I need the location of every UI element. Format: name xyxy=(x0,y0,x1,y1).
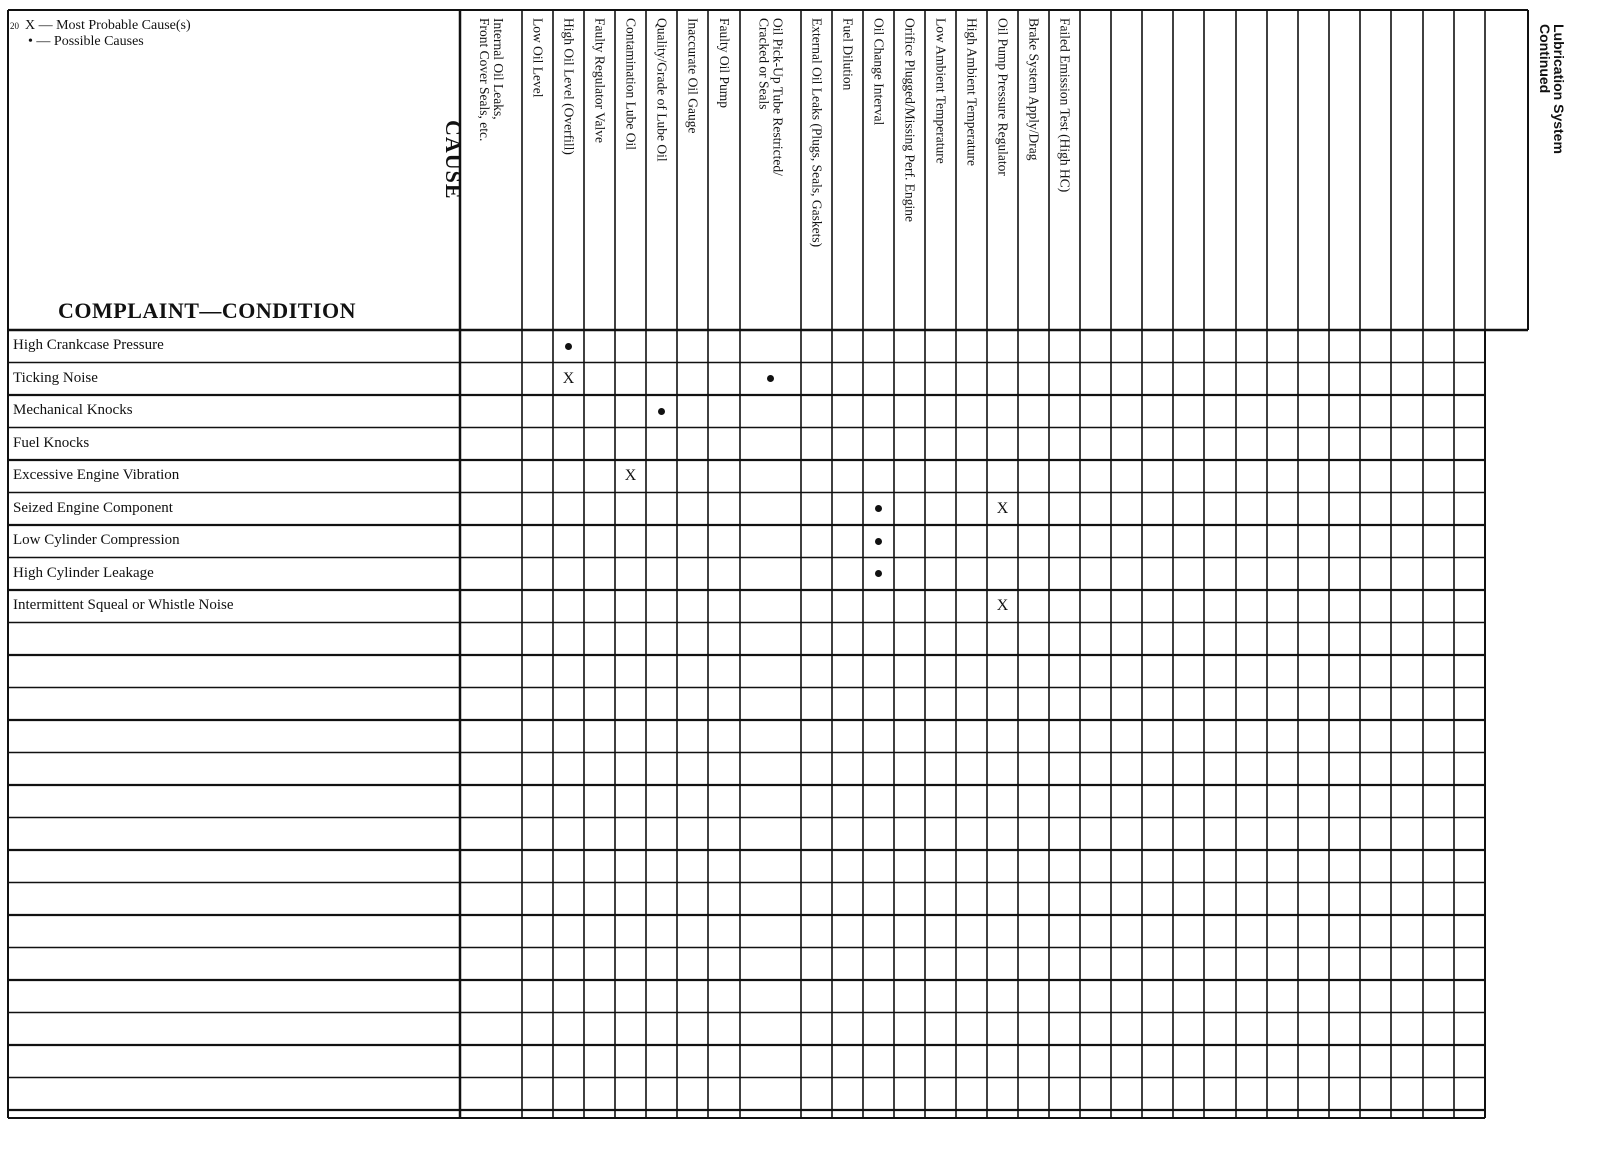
cause-header: Quality/Grade of Lube Oil xyxy=(654,18,670,162)
complaint-row-label: Fuel Knocks xyxy=(13,434,90,451)
cause-header: Low Ambient Temperature xyxy=(933,18,949,164)
complaint-row-label: Mechanical Knocks xyxy=(13,402,133,418)
most-probable-cause-x: X xyxy=(562,369,575,387)
complaint-row-label: Ticking Noise xyxy=(13,369,98,386)
cause-header: High Ambient Temperature xyxy=(964,18,980,167)
complaint-condition-heading: COMPLAINT—CONDITION xyxy=(58,298,356,323)
complaint-row-label: High Cylinder Leakage xyxy=(13,564,154,581)
cause-header: External Oil Leaks (Plugs, Seals, Gaskets) xyxy=(809,18,825,248)
complaint-row-label: Excessive Engine Vibration xyxy=(13,467,180,483)
possible-cause-dot xyxy=(875,538,882,545)
cause-header: Orifice Plugged/Missing Perf. Engine xyxy=(902,18,918,222)
cause-header: Faulty Oil Pump xyxy=(717,18,732,109)
cause-header: Oil Pump Pressure Regulator xyxy=(995,18,1011,176)
section-title: Lubrication System Continued xyxy=(1537,24,1567,154)
complaint-row-label: Seized Engine Component xyxy=(13,499,173,516)
cause-heading: CAUSE xyxy=(441,120,466,200)
page-number: 20 xyxy=(10,21,19,31)
possible-cause-dot xyxy=(565,343,572,350)
cause-header: Inaccurate Oil Gauge xyxy=(685,18,701,134)
complaint-row-label: High Crankcase Pressure xyxy=(13,337,164,353)
cause-header: Oil Pick-Up Tube Restricted/ Cracked or Seals xyxy=(756,18,786,176)
legend xyxy=(10,18,191,50)
cause-header: Fuel Dilution xyxy=(840,18,856,91)
cause-header: Contamination Lube Oil xyxy=(623,18,639,150)
complaint-row-label: Low Cylinder Compression xyxy=(13,532,180,548)
legend-most-probable: X — Most Probable Cause(s) xyxy=(25,18,191,33)
cause-header: High Oil Level (Overfill) xyxy=(561,18,577,155)
most-probable-cause-x: X xyxy=(624,467,637,484)
most-probable-cause-x: X xyxy=(996,597,1009,614)
legend-line-most-probable xyxy=(10,18,191,34)
cause-header: Internal Oil Leaks, Front Cover Seals, etc. xyxy=(477,18,506,142)
most-probable-cause-x: X xyxy=(996,499,1009,517)
possible-cause-dot xyxy=(658,408,665,415)
cause-header: Failed Emission Test (High HC) xyxy=(1057,18,1073,193)
complaint-row-label: Intermittent Squeal or Whistle Noise xyxy=(13,597,234,613)
legend-line-possible xyxy=(10,34,191,50)
cause-header: Faulty Regulator Valve xyxy=(592,18,608,143)
cause-header: Oil Change Interval xyxy=(871,18,887,126)
cause-header: Low Oil Level xyxy=(530,18,546,98)
legend-possible: • — Possible Causes xyxy=(28,34,144,49)
cause-header: Brake System Apply/Drag xyxy=(1026,18,1042,161)
